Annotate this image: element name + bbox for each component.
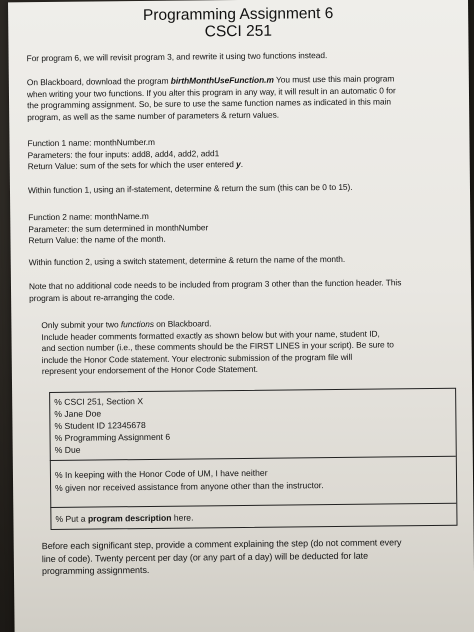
comment-student-id: % Student ID 12345678 bbox=[54, 419, 146, 431]
submission-paragraph: Only submit your two functions on Blackboard. Include header comments formatted exactly as shown below but with your name, student ID, and section number (i.e., these comments should be the FIRST LINES in your script). Be sure to include the Honor Code statement. Your electronic submission of the program file will represent your endorsement of the Honor Code Statement. bbox=[41, 318, 394, 377]
closing-paragraph: Before each significant step, provide a comment explaining the step (do not comment every line of code). Twenty percent per day (or any part of a day) will be deducted for late programming assignments. bbox=[41, 537, 402, 577]
honor-code-line-2: % given nor received assistance from anyone other than the instructor. bbox=[55, 480, 324, 493]
comment-due: % Due bbox=[54, 444, 81, 455]
comment-assignment: % Programming Assignment 6 bbox=[54, 431, 171, 443]
comment-name: % Jane Doe bbox=[54, 408, 102, 419]
honor-code-line-1: % In keeping with the Honor Code of UM, I have neither bbox=[54, 467, 268, 480]
function2-instruction: Within function 2, using a switch statement, determine & return the name of the month. bbox=[28, 253, 346, 268]
function2-spec: Function 2 name: monthName.m Parameter: the sum determined in monthNumber Return Value: the name of the month. bbox=[28, 210, 209, 246]
course-code: CSCI 251 bbox=[204, 22, 273, 41]
intro-paragraph: For program 6, we will revisit program 3, and rewrite it using two functions instead. bbox=[26, 50, 328, 64]
main-program-filename: birthMonthUseFunction.m bbox=[170, 74, 274, 86]
comment-description: % Put a program description here. bbox=[55, 512, 194, 524]
function1-instruction: Within function 1, using an if-statement, determine & return the sum (this can be 0 to 15). bbox=[27, 181, 353, 196]
function1-spec: Function 1 name: monthNumber.m Parameters: the four inputs: add8, add4, add2, add1 Return Value: sum of the sets for which the user entered y. bbox=[27, 136, 244, 172]
note-paragraph: Note that no additional code needs to be included from program 3 other than the function header. This program is about re-arranging the code. bbox=[28, 277, 402, 303]
page-title: Programming Assignment 6 bbox=[142, 5, 334, 24]
comment-course: % CSCI 251, Section X bbox=[54, 396, 144, 407]
assignment-sheet bbox=[8, 0, 474, 632]
blackboard-paragraph: On Blackboard, download the program birthMonthUseFunction.m You must use this main program when writing your two functions. If you alter this program in any way, it will result in an automatic 0 for the programming assignment. So, be sure to use the same function names as indicated in this main program, as well as the same number of parameters & return values. bbox=[26, 73, 396, 122]
